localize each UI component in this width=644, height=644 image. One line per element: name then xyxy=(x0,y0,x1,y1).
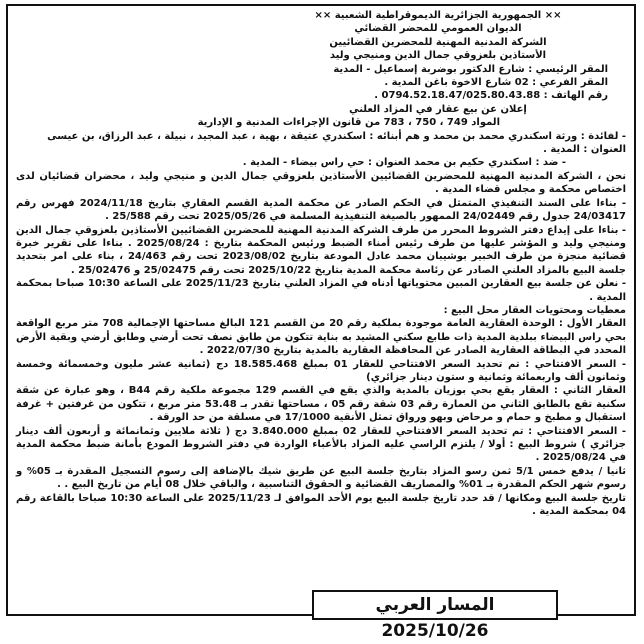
company-name: الشركة المدنية المهنية للمحضرين القضائيين xyxy=(329,36,547,48)
sale-announcement: - نعلن عن جلسة بيع العقارين المبين محتوياتها أدناه في المزاد العلني بتاريخ 2025/11/23 على الساعة 10:30 صباحا بمحكمة المدية . xyxy=(16,278,627,303)
legal-articles: المواد 749 ، 750 ، 783 من قانون الإجراءات المدنية و الإدارية xyxy=(197,117,500,129)
legal-notice xyxy=(6,4,636,616)
republic-line: ×× الجمهورية الجزائرية الديموقراطية الشعبية ×× xyxy=(314,10,562,21)
property-details-heading: معطيات ومحتويات العقار محل البيع : xyxy=(443,304,626,316)
second-property: العقار الثاني : العقار يقع بحي بوزيان بالمدية والذي يقع في القسم 129 مجموعة ملكية رقم B44 ، وهو عبارة عن شقة سكنية تقع بالطابق الثاني من العمارة رقم 03 شقة رقم 05 ، مساحتها تقدر بـ 53.48 متر مربع ، تتكون من غرفتين + غرفة استقبال و مطبخ و حمام و مرحاض وبهو ورواق تمثل الأنقية 17/1000 في مسلقة من حد الورقة . xyxy=(16,385,626,424)
notice-title: إعلان عن بيع عقار في المزاد العلني xyxy=(349,103,527,115)
first-property: العقار الأول : الوحدة العقارية العامة موجودة بملكية رقم 20 من القسم 121 البالغ مساحتها الإجمالية 708 متر مربع الواقعة بحي راس البيضاء ببلدية المدية ذات طابع سكني المشيد به بناية تتكون من طابق نصف تحت أرضي وطابق أرضي وبقية الأرض المحدد في البطاقة العقارية الصادر عن المحافظة العقارية بالمدية بتاريخ 2022/07/30 . xyxy=(16,318,626,357)
payment-terms: ثانيا / يدفع خمس 5/1 ثمن رسو المزاد بتاريخ جلسة البيع عن طريق شيك بالإضافة إلى رسوم التسجيل المقدرة بـ 05% و رسوم شهر الحكم المقدرة بـ 01% والمصاريف القضائية و الحقوق التناسبية ، والباقي خلال 08 أيام من تاريخ البيع . . xyxy=(16,465,627,491)
bailiff-statement: نحن ، الشركة المدنية المهنية للمحضرين القضائيين الأستاذين بلعزوقي جمال الدين و منيجي وليد ، محضران قضائيان لدى اختصاص محكمة و مجلس قضاء المدية . xyxy=(16,170,626,196)
conditions-deposit: - بناءا على إيداع دفتر الشروط المحرر من طرف الشركة المدنية المهنية للمحضرين القضائيين الأستاذين بلعزوقي جمال الدين ومنيجي وليد و المؤشر عليها من طرف رئيس أمناء الضبط ورئيس المحكمة بتاريخ : 2025/08/24 . بناءا على تقرير خبرة قضائية منجزة من طرف الخبير بوشيبان محمد عادل المودعة بتاريخ 2023/08/02 تحت رقم 24/463 ، بناء على امر بتحديد جلسة البيع بالمزاد العلني الصادر عن رئاسة محكمة المدية بتاريخ 2025/10/22 تحت رقم 25/02475 و 25/02476 . xyxy=(16,224,627,276)
branch-office-address: المقر الفرعي : 02 شارع الاخوة باغن المدية . xyxy=(384,77,608,89)
first-property-price: - السعر الافتتاحي : تم تحديد السعر الافتتاحي للعقار 01 بمبلغ 18.585.468 دج (ثمانية عشر مليون وخمسمائة وخمسة وثمانون ألف واربعمائة وثمانية و ستون دينار جزائري) xyxy=(16,358,626,383)
newspaper-name: المسار العربي xyxy=(375,595,495,615)
office-name: الديوان العمومي للمحضر القضائي xyxy=(354,23,522,35)
phone-number: رقم الهاتف : 0794.52.18.47/025.80.43.88 . xyxy=(374,90,608,102)
beneficiary-line: - لفائدة : ورثة اسكندري محمد بن محمد و هم أبنائه : اسكندري عتيقة ، بهية ، عبد المجيد ، نبيلة ، عبد الرزاق، بن عيسى العنوان : المدية . xyxy=(47,130,626,156)
notice-header xyxy=(268,9,608,103)
second-property-price: - السعر الافتتاحي : تم تحديد السعر الافتتاحي للعقار 02 بمبلغ 3.840.000 دج ( ثلاثة ملايين وثمانمائة و أربعون ألف دينار جزائري ) شروط البيع : أولا / يلتزم الراسي عليه المزاد بالأعباء الواردة في دفتر الشروط المودع بأمانة ضبط محكمة المدية في 2025/08/24 . xyxy=(16,425,626,464)
session-date: تاريخ جلسة البيع ومكانها / قد حدد تاريخ جلسة البيع يوم الأحد الموافق لـ 2025/11/23 على الساعة 10:30 صباحا بالقاعة رقم 04 بمحكمة المدية . xyxy=(16,492,627,518)
defendant-line: - ضد : اسكندري حكيم بن محمد العنوان : حي راس بيضاء - المدية . xyxy=(242,157,566,169)
enforcement-basis: - بناءا على السند التنفيذي المتمثل في الحكم الصادر عن محكمة المدية القسم العقاري بتاريخ 2024/11/18 فهرس رقم 24/03417 جدول رقم 24/02449 الممهور بالصيغة التنفيذية المسلمة في 2025/05/26 تحت رقم 25/588 . xyxy=(16,197,626,223)
newspaper-footer xyxy=(312,590,558,641)
head-office-address: المقر الرئيسي : شارع الدكتور بوضربة إسماعيل - المدية xyxy=(333,63,608,75)
bailiffs-names: الأستاذين بلعزوقي جمال الدين ومنيجي وليد xyxy=(329,50,547,62)
publication-date: 2025/10/26 xyxy=(381,621,489,641)
